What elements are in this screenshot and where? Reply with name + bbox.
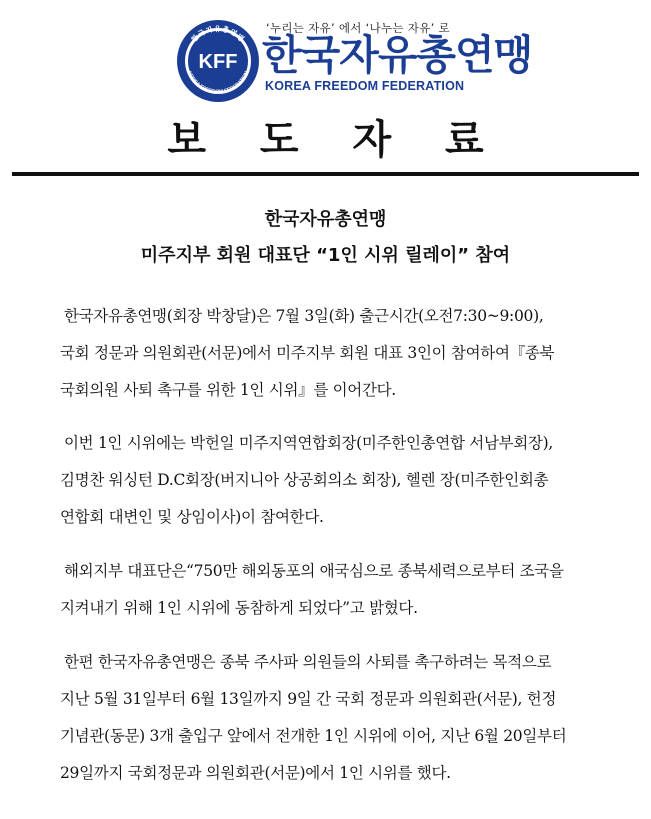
- org-name-english: KOREA FREEDOM FEDERATION: [265, 79, 465, 93]
- paragraph-line: 기념관(동문) 3개 출입구 앞에서 전개한 1인 시위에 이어, 지난 6월 20일부터: [60, 727, 567, 745]
- org-name-korean: 한국자유총연맹: [262, 31, 533, 79]
- paragraph-line: 한편 한국자유총연맹은 종북 주사파 의원들의 사퇴를 촉구하려는 목적으로: [64, 653, 552, 671]
- paragraph-line: 한국자유총연맹(회장 박창달)은 7월 3일(화) 출근시간(오전7:30~9:00),: [64, 307, 544, 325]
- headline-line-2: 미주지부 회원 대표단 “1인 시위 릴레이” 참여: [140, 245, 511, 266]
- paragraph-line: 29일까지 국회정문과 의원회관(서문)에서 1인 시위를 했다.: [60, 764, 451, 782]
- letterhead: [0, 0, 651, 110]
- headline-line-1: 한국자유총연맹: [264, 209, 387, 230]
- paragraph-1: [60, 298, 620, 409]
- logo-ring-text-top: 한국자유총연맹: [189, 25, 247, 44]
- paragraph-4: [60, 644, 620, 792]
- paragraph-line: 이번 1인 시위에는 박헌일 미주지역연합회장(미주한인총연합 서남부회장),: [64, 434, 554, 452]
- paragraph-line: 국회 정문과 의원회관(서문)에서 미주지부 회원 대표 3인이 참여하여『종북: [60, 344, 555, 362]
- paragraph-2: [60, 425, 620, 536]
- slogan: ‘누리는 자유’ 에서 ‘나누는 자유’ 로: [266, 21, 450, 35]
- paragraph-line: 국회의원 사퇴 촉구를 위한 1인 시위』를 이어간다.: [60, 381, 396, 399]
- kff-logo-emblem: [176, 19, 260, 103]
- document-type-title: 보 도 자 료: [167, 117, 504, 163]
- paragraph-line: 지켜내기 위해 1인 시위에 동참하게 되었다”고 밝혔다.: [60, 599, 418, 617]
- paragraph-line: 해외지부 대표단은“750만 해외동포의 애국심으로 종북세력으로부터 조국을: [64, 562, 564, 580]
- paragraph-3: [60, 553, 620, 627]
- paragraph-line: 김명찬 워싱턴 D.C회장(버지니아 상공회의소 회장), 헬렌 장(미주한인회총: [60, 471, 549, 489]
- logo-center-text: KFF: [198, 51, 238, 73]
- paragraph-line: 지난 5월 31일부터 6월 13일까지 9일 간 국회 정문과 의원회관(서문), 헌정: [60, 690, 557, 708]
- logo-ring-text-bottom: KOREA FREEDOM FEDERATION: [186, 70, 250, 96]
- paragraph-line: 연합회 대변인 및 상임이사)이 참여한다.: [60, 508, 324, 526]
- title-divider: [12, 172, 639, 176]
